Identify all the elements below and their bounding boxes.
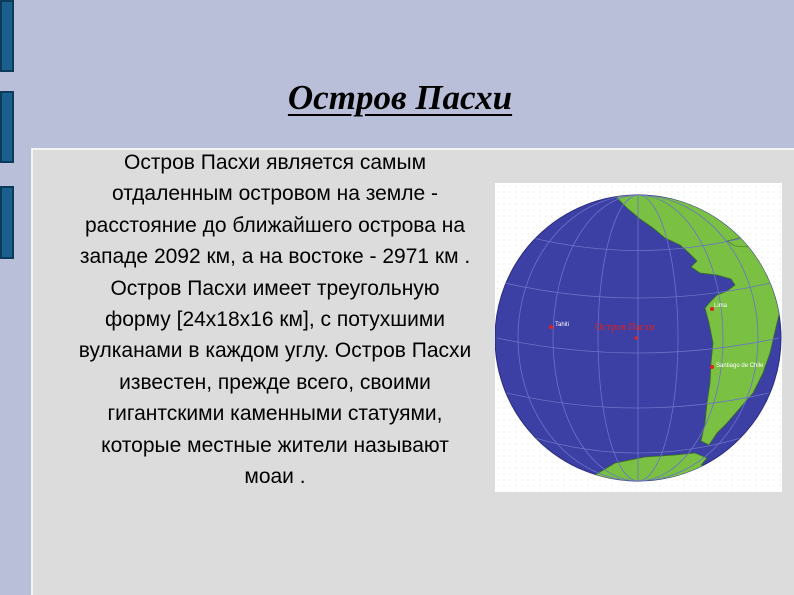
globe-map [495,183,782,492]
side-decoration-bar [0,0,14,72]
slide-body-text: Остров Пасхи является самым отдаленным островом на земле - расстояние до ближайшего острова на западе 2092 км, а на востоке - 2971 км . Остров Пасхи имеет треугольную форму [24x18x16 км], с потухшими вулканами в каждом углу. Остров Пасхи известен, прежде всего, своими гигантскими каменными статуями, которые местные жители называют моаи . [78,151,472,489]
tahiti-label: Tahiti [555,322,570,328]
easter-island-marker [634,336,638,340]
globe-map-image [495,183,782,492]
side-decoration-bar [0,91,14,163]
slide-title: Остров Пасхи [287,78,513,117]
easter-island-label: Остров Пасхи [595,322,655,333]
santiago-marker [710,365,714,369]
tahiti-marker [549,325,553,329]
side-decoration-bar [0,186,14,259]
santiago-label: Santiago de Chile [716,363,764,369]
lima-label: Lima [714,303,728,309]
